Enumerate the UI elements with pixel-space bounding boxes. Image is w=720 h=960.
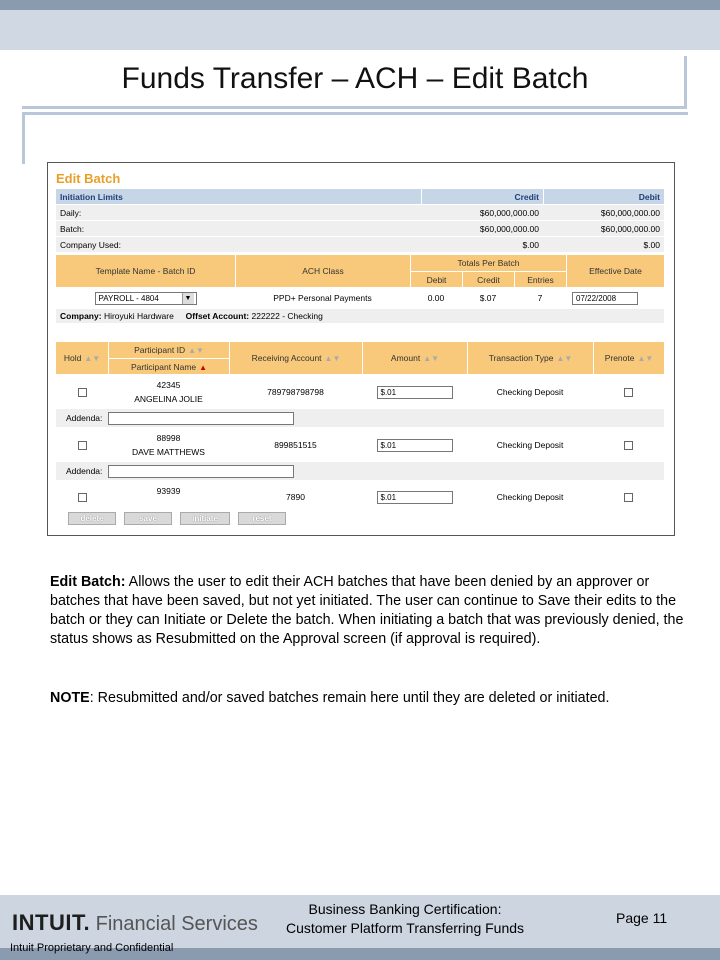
edit-batch-heading: Edit Batch: [56, 171, 121, 186]
limits-header-row: [56, 189, 664, 204]
template-select-value: PAYROLL - 4804: [98, 293, 159, 303]
header-participant-id-label: Participant ID: [134, 345, 186, 355]
top-band: [0, 0, 720, 10]
limits-debit: $60,000,000.00: [600, 207, 660, 218]
limits-header-label: Initiation Limits: [60, 191, 123, 202]
sort-icon: ▲▼: [556, 353, 573, 363]
header-transaction-type-label: Transaction Type: [488, 353, 554, 363]
limits-credit: $.00: [522, 239, 539, 250]
header-receiving-account[interactable]: [229, 342, 362, 374]
sort-icon: ▲▼: [188, 346, 204, 355]
description-text: Allows the user to edit their ACH batches that have been denied by an approver or batches that have been saved, but not yet initiated. The user can continue to Save their edits to the batch or they can Initiate or Delete the batch. When initiating a batch that was previously denied, the status shows as Resubmitted on the Approval screen (if approval is required).: [50, 574, 684, 647]
hold-checkbox[interactable]: [78, 441, 87, 450]
amount-cell: [362, 482, 467, 504]
participant-id: 42345: [156, 380, 181, 390]
limits-debit: $60,000,000.00: [600, 223, 660, 234]
table-row: [56, 376, 664, 408]
participant-cell: [108, 378, 229, 406]
prenote-checkbox[interactable]: [624, 493, 633, 502]
participant-id: 88998: [156, 433, 181, 443]
batch-value-row: [56, 289, 664, 307]
table-row: [56, 429, 664, 461]
participants-table: [56, 342, 664, 507]
template-select-wrap: [56, 292, 235, 305]
hold-checkbox[interactable]: [78, 388, 87, 397]
batch-header-row: [56, 255, 664, 287]
effective-date-wrap: [566, 292, 664, 305]
batch-header-totals: [410, 255, 566, 287]
transaction-type: Checking Deposit: [496, 440, 564, 450]
limits-row-company-used: [56, 237, 664, 252]
addenda-row: [56, 409, 664, 427]
header-prenote-label: Prenote: [604, 353, 635, 363]
description-paragraph: [50, 573, 690, 649]
initiation-limits-table: [56, 189, 664, 249]
ach-class-value: PPD+ Personal Payments: [273, 293, 372, 303]
transaction-type: Checking Deposit: [496, 387, 564, 397]
receiving-account: 7890: [286, 492, 305, 502]
hold-cell: [56, 388, 108, 397]
batch-header-debit: Debit: [426, 275, 447, 285]
limits-credit: $60,000,000.00: [479, 223, 539, 234]
sort-icon: ▲▼: [84, 353, 101, 363]
addenda-input[interactable]: [108, 412, 294, 425]
prenote-cell: [593, 482, 664, 502]
initiate-button[interactable]: initiate: [180, 512, 230, 525]
reset-button[interactable]: reset: [238, 512, 286, 525]
footer-course-title: [250, 900, 560, 938]
header-transaction-type[interactable]: [467, 342, 593, 374]
participants-header-row: [56, 342, 664, 374]
batch-header-ach-class: ACH Class: [235, 255, 410, 287]
note-lead: NOTE: [50, 690, 90, 706]
header-participant: [108, 342, 229, 374]
batch-entries-value: 7: [537, 293, 543, 303]
limits-credit: $60,000,000.00: [479, 207, 539, 218]
amount-cell: [362, 386, 467, 399]
sort-icon: ▲▼: [423, 353, 440, 363]
header-participant-name-label: Participant Name: [130, 362, 197, 372]
prenote-cell: [593, 441, 664, 450]
batch-header-entries: Entries: [514, 272, 566, 287]
footer-line2: Customer Platform Transferring Funds: [285, 920, 525, 936]
header-receiving-account-label: Receiving Account: [251, 353, 322, 363]
header-amount[interactable]: [362, 342, 467, 374]
note-text: : Resubmitted and/or saved batches remain here until they are deleted or initiated.: [89, 690, 610, 706]
template-select[interactable]: [95, 292, 197, 305]
company-line: [56, 311, 327, 321]
participant-name: DAVE MATTHEWS: [132, 447, 205, 457]
addenda-input[interactable]: [108, 465, 294, 478]
prenote-checkbox[interactable]: [624, 388, 633, 397]
prenote-cell: [593, 388, 664, 397]
amount-input[interactable]: $.01: [377, 491, 453, 504]
delete-button[interactable]: delete: [68, 512, 116, 525]
save-button[interactable]: save: [124, 512, 172, 525]
header-participant-id[interactable]: [109, 342, 229, 358]
sort-icon: ▲▼: [324, 353, 341, 363]
addenda-label: Addenda:: [66, 466, 103, 476]
proprietary-notice: Intuit Proprietary and Confidential: [10, 942, 174, 954]
limits-header-debit: Debit: [543, 189, 664, 204]
header-hold[interactable]: [56, 342, 108, 374]
table-row: [56, 482, 664, 508]
limits-label: Company Used:: [60, 239, 121, 250]
sort-up-icon: ▲: [199, 363, 208, 372]
batch-debit-value: 0.00: [427, 293, 445, 303]
batch-header-template: Template Name - Batch ID: [95, 266, 196, 276]
batch-header-totals-sub: [411, 271, 566, 287]
note-paragraph: [50, 689, 710, 708]
receiving-account: 899851515: [274, 440, 317, 450]
description-lead: Edit Batch:: [50, 574, 126, 590]
header-participant-name[interactable]: [109, 358, 229, 374]
batch-credit-value: $.07: [479, 293, 497, 303]
limits-row-batch: [56, 221, 664, 236]
prenote-checkbox[interactable]: [624, 441, 633, 450]
logo-financial-services-text: Financial Services: [90, 913, 258, 935]
effective-date-input[interactable]: 07/22/2008: [572, 292, 638, 305]
title-underline: [22, 112, 688, 115]
addenda-row: [56, 462, 664, 480]
title-left-bar: [22, 112, 25, 164]
receiving-account: 789798798798: [267, 387, 324, 397]
footer-line1: Business Banking Certification:: [308, 901, 502, 917]
page-number: Page 11: [616, 910, 668, 926]
participant-name: ANGELINA JOLIE: [134, 394, 203, 404]
offset-account-label: Offset Account:: [185, 311, 250, 321]
batch-header-credit: Credit: [462, 272, 514, 287]
limits-label: Batch:: [60, 223, 85, 234]
batch-table: [56, 255, 664, 321]
company-label: Company:: [60, 311, 102, 321]
company-row: [56, 309, 664, 323]
participant-id: 93939: [156, 486, 181, 496]
slide-title: Funds Transfer – ACH – Edit Batch: [121, 62, 589, 95]
hold-checkbox[interactable]: [78, 493, 87, 502]
addenda-label: Addenda:: [66, 413, 103, 423]
limits-debit: $.00: [643, 239, 660, 250]
hold-cell: [56, 441, 108, 450]
hold-cell: [56, 482, 108, 502]
amount-input[interactable]: $.01: [377, 439, 453, 452]
batch-header-effective-date: Effective Date: [566, 255, 664, 287]
transaction-type: Checking Deposit: [496, 492, 564, 502]
chevron-down-icon[interactable]: ▼: [182, 293, 194, 304]
header-hold-label: Hold: [63, 353, 82, 363]
company-value: Hiroyuki Hardware: [103, 311, 174, 321]
header-amount-label: Amount: [390, 353, 421, 363]
participant-cell: [108, 431, 229, 459]
participant-cell: [108, 482, 229, 498]
header-prenote[interactable]: [593, 342, 664, 374]
top-band-light: [0, 10, 720, 50]
amount-cell: [362, 439, 467, 452]
intuit-logo: [12, 910, 258, 936]
batch-header-totals-label: Totals Per Batch: [457, 258, 520, 268]
amount-input[interactable]: $.01: [377, 386, 453, 399]
limits-row-daily: [56, 205, 664, 220]
edit-batch-screenshot: [47, 162, 675, 536]
sort-icon: ▲▼: [637, 353, 654, 363]
limits-label: Daily:: [60, 207, 82, 218]
logo-intuit-text: INTUIT.: [12, 910, 91, 935]
limits-header-credit: Credit: [421, 189, 543, 204]
offset-account-value: 222222 - Checking: [251, 311, 323, 321]
